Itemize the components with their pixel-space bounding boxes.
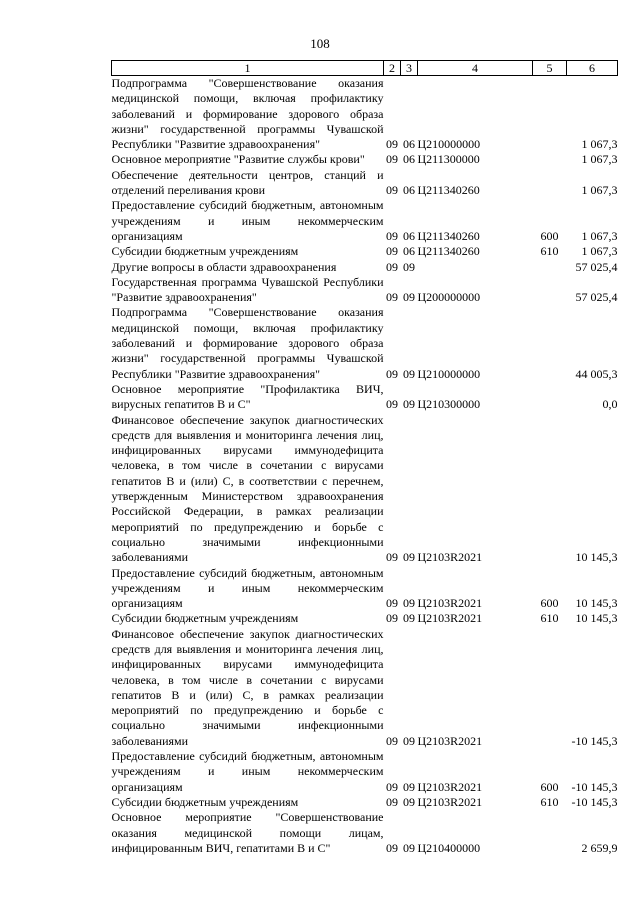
row-name: Субсидии бюджетным учреждениям (111, 794, 299, 809)
row-name: Предоставление субсидий бюджетным, автономным учреждениям и иным некоммерческим организациям (111, 565, 384, 611)
row-name: Основное мероприятие "Совершенствование оказания медицинской помощи лицам, инфицированным ВИЧ, гепатитами В и С" (111, 810, 384, 855)
row-expense-type (533, 413, 567, 566)
row-amount: -10 145,3 (571, 779, 618, 794)
row-amount: 57 025,4 (575, 290, 618, 305)
row-amount: 44 005,3 (575, 366, 618, 381)
row-target-code: Ц2103R2021 (417, 550, 483, 565)
row-section: 09 (386, 397, 398, 412)
table-row (112, 305, 618, 381)
row-expense-type (533, 305, 567, 381)
table-row (112, 168, 618, 199)
row-section: 09 (386, 779, 398, 794)
row-expense-type: 600 (540, 779, 559, 794)
row-section: 09 (386, 244, 398, 259)
row-target-code: Ц2103R2021 (417, 779, 483, 794)
row-target-code: Ц211300000 (417, 152, 480, 167)
row-amount: 1 067,3 (581, 183, 618, 198)
header-row (112, 61, 618, 76)
budget-table (111, 60, 618, 856)
table-row (112, 795, 618, 810)
row-expense-type: 610 (540, 794, 559, 809)
row-amount: 10 145,3 (575, 550, 618, 565)
row-expense-type: 600 (540, 228, 559, 243)
row-expense-type (533, 627, 567, 749)
row-name: Обеспечение деятельности центров, станций и отделений переливания крови (111, 167, 384, 198)
row-name: Основное мероприятие "Развитие службы крови" (111, 152, 365, 167)
row-expense-type (533, 168, 567, 199)
row-expense-type (533, 275, 567, 306)
row-subsection: 06 (403, 152, 415, 167)
table-row (112, 810, 618, 856)
row-subsection: 06 (403, 137, 415, 152)
column-header: 2 (384, 61, 401, 76)
row-subsection: 09 (403, 259, 415, 274)
column-header: 5 (533, 61, 567, 76)
row-subsection: 09 (403, 840, 415, 855)
row-section: 09 (386, 611, 398, 626)
row-section: 09 (386, 840, 398, 855)
table-row (112, 260, 618, 275)
row-expense-type: 600 (540, 596, 559, 611)
row-section: 09 (386, 259, 398, 274)
row-expense-type (533, 260, 567, 275)
row-target-code (418, 260, 533, 275)
row-target-code: Ц2103R2021 (417, 596, 483, 611)
row-section: 09 (386, 290, 398, 305)
row-section: 09 (386, 228, 398, 243)
row-subsection: 09 (403, 779, 415, 794)
row-name: Основное мероприятие "Профилактика ВИЧ, вирусных гепатитов В и С" (111, 381, 384, 412)
row-section: 09 (386, 794, 398, 809)
row-section: 09 (386, 137, 398, 152)
row-amount: -10 145,3 (571, 794, 618, 809)
table-row (112, 76, 618, 153)
table-row (112, 566, 618, 612)
row-subsection: 06 (403, 228, 415, 243)
table-row (112, 244, 618, 259)
row-target-code: Ц2103R2021 (417, 611, 483, 626)
column-header: 6 (567, 61, 618, 76)
row-amount: 1 067,3 (581, 152, 618, 167)
row-amount: 0,0 (602, 397, 618, 412)
row-name: Другие вопросы в области здравоохранения (111, 259, 337, 274)
row-name: Предоставление субсидий бюджетным, автономным учреждениям и иным некоммерческим организациям (111, 198, 384, 243)
row-subsection: 06 (403, 183, 415, 198)
row-section: 09 (386, 152, 398, 167)
row-amount: -10 145,3 (571, 733, 618, 748)
row-subsection: 09 (403, 366, 415, 381)
table-row (112, 152, 618, 167)
row-amount: 57 025,4 (575, 259, 618, 274)
column-header: 1 (112, 61, 384, 76)
row-target-code: Ц211340260 (417, 228, 480, 243)
table-row (112, 627, 618, 749)
row-name: Субсидии бюджетным учреждениям (111, 611, 299, 626)
column-header: 4 (418, 61, 533, 76)
row-subsection: 09 (403, 397, 415, 412)
row-amount: 2 659,9 (581, 840, 618, 855)
row-target-code: Ц210000000 (417, 366, 481, 381)
row-subsection: 09 (403, 733, 415, 748)
row-amount: 1 067,3 (581, 137, 618, 152)
row-name: Финансовое обеспечение закупок диагностических средств для выявления и мониторинга лечения лиц, инфицированных вирусами иммунодефицита человека, в том числе в сочетании с вирусами гепатитов В и (или) С, в рамках реализации мероприятий по предупреждению и борьбе с социально значимыми инфекционными заболеваниями (111, 626, 384, 748)
row-subsection: 09 (403, 596, 415, 611)
row-subsection: 06 (403, 244, 415, 259)
row-target-code: Ц210400000 (417, 840, 481, 855)
row-name: Подпрограмма "Совершенствование оказания медицинской помощи, включая профилактику заболеваний и формирование здорового образа жизни" государственной программы Чувашской Республики "Развитие здравоохранения" (111, 305, 384, 381)
row-amount: 1 067,3 (581, 244, 618, 259)
row-section: 09 (386, 596, 398, 611)
row-section: 09 (386, 550, 398, 565)
row-target-code: Ц200000000 (417, 290, 481, 305)
row-target-code: Ц211340260 (417, 244, 480, 259)
row-subsection: 09 (403, 550, 415, 565)
row-expense-type (533, 152, 567, 167)
row-section: 09 (386, 183, 398, 198)
row-name: Финансовое обеспечение закупок диагностических средств для выявления и мониторинга лечения лиц, инфицированных вирусами иммунодефицита человека, в том числе в сочетании с вирусами гепатитов В и (или) С, в соответствии с перечнем, утвержденным Министерством здравоохранения Российской Федерации, в рамках реализации мероприятий по предупреждению и борьбе с социально значимыми инфекционными заболеваниями (111, 412, 384, 565)
row-expense-type (533, 76, 567, 153)
row-amount: 1 067,3 (581, 228, 618, 243)
table-row (112, 198, 618, 244)
row-expense-type: 610 (540, 611, 559, 626)
row-amount: 10 145,3 (575, 596, 618, 611)
table-row (112, 382, 618, 413)
row-amount: 10 145,3 (575, 611, 618, 626)
table-row (112, 749, 618, 795)
row-target-code: Ц210000000 (417, 137, 481, 152)
row-expense-type (533, 382, 567, 413)
row-section: 09 (386, 366, 398, 381)
table-row (112, 413, 618, 566)
row-subsection: 09 (403, 611, 415, 626)
row-target-code: Ц211340260 (417, 183, 480, 198)
column-header: 3 (401, 61, 418, 76)
row-subsection: 09 (403, 794, 415, 809)
row-name: Подпрограмма "Совершенствование оказания медицинской помощи, включая профилактику заболеваний и формирование здорового образа жизни" государственной программы Чувашской Республики "Развитие здравоохранения" (111, 76, 384, 152)
row-target-code: Ц2103R2021 (417, 794, 483, 809)
row-target-code: Ц210300000 (417, 397, 481, 412)
row-subsection: 09 (403, 290, 415, 305)
page-number: 108 (310, 36, 330, 51)
table-row (112, 275, 618, 306)
row-target-code: Ц2103R2021 (417, 733, 483, 748)
row-expense-type: 610 (540, 244, 559, 259)
row-name: Предоставление субсидий бюджетным, автономным учреждениям и иным некоммерческим организациям (111, 749, 384, 794)
table-row (112, 611, 618, 626)
row-name: Государственная программа Чувашской Республики "Развитие здравоохранения" (111, 274, 384, 305)
row-name: Субсидии бюджетным учреждениям (111, 244, 299, 259)
row-expense-type (533, 810, 567, 856)
row-section: 09 (386, 733, 398, 748)
